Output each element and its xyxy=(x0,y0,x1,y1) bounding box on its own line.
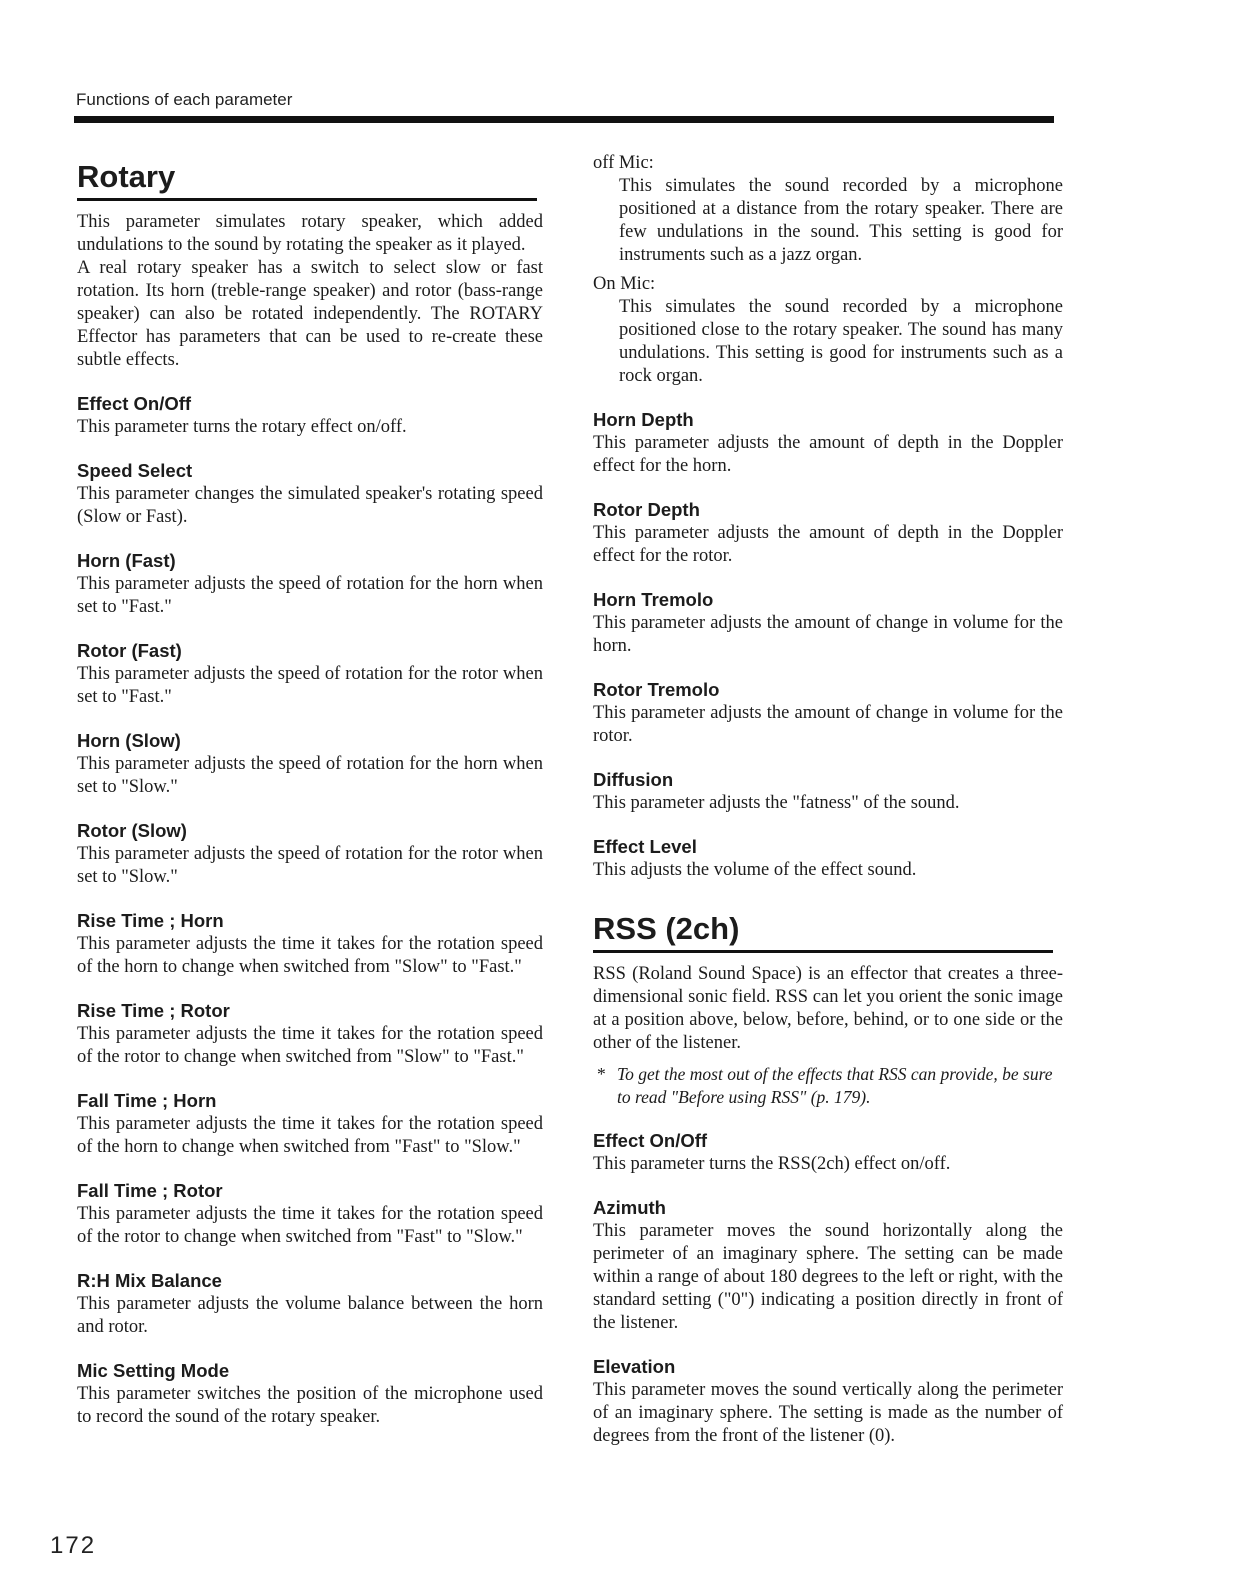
mic-option-off xyxy=(593,152,1063,267)
param-rise-time-rotor xyxy=(77,999,543,1069)
param-rh-mix-balance xyxy=(77,1269,543,1339)
param-elevation xyxy=(593,1355,1063,1448)
param-name: Rotor (Slow) xyxy=(77,820,187,841)
param-diffusion xyxy=(593,768,1063,815)
param-horn-tremolo xyxy=(593,588,1063,658)
param-azimuth xyxy=(593,1196,1063,1335)
param-rotor-fast xyxy=(77,639,543,709)
param-rotor-depth xyxy=(593,498,1063,568)
rss-note xyxy=(593,1063,1063,1109)
param-desc: This parameter adjusts the amount of depth in the Doppler effect for the horn. xyxy=(593,433,1063,476)
param-name: Rotor Tremolo xyxy=(593,679,720,700)
rss-intro: RSS (Roland Sound Space) is an effector that creates a three-dimensional sonic field. RSS can let you orient the sonic image at a position above, below, before, behind, or to one side or the other of the listener. xyxy=(593,964,1063,1053)
running-head: Functions of each parameter xyxy=(76,90,293,109)
param-name: Rotor Depth xyxy=(593,499,700,520)
param-desc: This parameter switches the position of the microphone used to record the sound of the rotary speaker. xyxy=(77,1384,543,1427)
mic-option-on xyxy=(593,273,1063,388)
param-name: Effect On/Off xyxy=(77,393,192,414)
param-name: Horn (Slow) xyxy=(77,730,181,751)
param-desc: This parameter adjusts the volume balance between the horn and rotor. xyxy=(77,1294,543,1337)
param-desc: This parameter turns the rotary effect on/off. xyxy=(77,417,407,437)
param-horn-slow xyxy=(77,729,543,799)
option-desc: This simulates the sound recorded by a microphone positioned close to the rotary speaker. The sound has many undulations. This setting is good for instruments such as a rock organ. xyxy=(619,297,1063,386)
param-desc: This parameter moves the sound vertically along the perimeter of an imaginary sphere. The setting is made as the number of degrees from the front of the listener (0). xyxy=(593,1380,1063,1446)
param-name: Rise Time ; Horn xyxy=(77,910,224,931)
param-desc: This parameter adjusts the speed of rotation for the horn when set to "Fast." xyxy=(77,574,543,617)
param-name: Horn Tremolo xyxy=(593,589,714,610)
param-effect-level xyxy=(593,835,1063,882)
param-mic-setting-mode xyxy=(77,1359,543,1429)
param-name: R:H Mix Balance xyxy=(77,1270,222,1291)
param-desc: This parameter adjusts the "fatness" of the sound. xyxy=(593,793,960,813)
param-desc: This parameter moves the sound horizontally along the perimeter of an imaginary sphere. The setting can be made within a range of about 180 degrees to the left or right, with the standard setting ("0") indicating a position directly in front of the listener. xyxy=(593,1221,1063,1333)
param-name: Rise Time ; Rotor xyxy=(77,1000,230,1021)
param-desc: This adjusts the volume of the effect sound. xyxy=(593,860,917,880)
option-name: On Mic: xyxy=(593,274,656,294)
param-rise-time-horn xyxy=(77,909,543,979)
note-text: To get the most out of the effects that RSS can provide, be sure to read "Before using RSS" (p. 179). xyxy=(617,1064,1053,1107)
param-desc: This parameter adjusts the time it takes for the rotation speed of the horn to change when switched from "Slow" to "Fast." xyxy=(77,934,543,977)
param-fall-time-horn xyxy=(77,1089,543,1159)
param-name: Elevation xyxy=(593,1356,676,1377)
param-effect-on-off xyxy=(77,392,543,439)
param-rss-effect-on-off xyxy=(593,1129,1063,1176)
param-desc: This parameter adjusts the time it takes for the rotation speed of the rotor to change when switched from "Slow" to "Fast." xyxy=(77,1024,543,1067)
section-title-rss: RSS (2ch) xyxy=(593,910,1053,953)
param-name: Diffusion xyxy=(593,769,674,790)
param-name: Fall Time ; Rotor xyxy=(77,1180,223,1201)
param-desc: This parameter adjusts the time it takes for the rotation speed of the horn to change when switched from "Fast" to "Slow." xyxy=(77,1114,543,1157)
param-rotor-slow xyxy=(77,819,543,889)
left-column xyxy=(77,148,543,1429)
note-bullet: * xyxy=(597,1064,606,1084)
param-desc: This parameter adjusts the speed of rotation for the rotor when set to "Slow." xyxy=(77,844,543,887)
param-name: Horn (Fast) xyxy=(77,550,176,571)
param-desc: This parameter adjusts the speed of rotation for the horn when set to "Slow." xyxy=(77,754,543,797)
param-name: Rotor (Fast) xyxy=(77,640,182,661)
option-name: off Mic: xyxy=(593,153,654,173)
param-speed-select xyxy=(77,459,543,529)
rotary-intro-1: This parameter simulates rotary speaker, which added undulations to the sound by rotating the speaker as it played. xyxy=(77,212,543,255)
param-name: Mic Setting Mode xyxy=(77,1360,230,1381)
page-number: 172 xyxy=(50,1532,97,1559)
param-name: Speed Select xyxy=(77,460,193,481)
param-desc: This parameter adjusts the amount of change in volume for the horn. xyxy=(593,613,1063,656)
param-fall-time-rotor xyxy=(77,1179,543,1249)
param-name: Effect Level xyxy=(593,836,697,857)
param-name: Azimuth xyxy=(593,1197,666,1218)
param-desc: This parameter changes the simulated speaker's rotating speed (Slow or Fast). xyxy=(77,484,543,527)
param-horn-fast xyxy=(77,549,543,619)
right-column xyxy=(593,148,1063,1448)
header-rule xyxy=(74,116,1054,123)
param-name: Fall Time ; Horn xyxy=(77,1090,217,1111)
param-rotor-tremolo xyxy=(593,678,1063,748)
param-desc: This parameter adjusts the amount of depth in the Doppler effect for the rotor. xyxy=(593,523,1063,566)
param-name: Horn Depth xyxy=(593,409,694,430)
rotary-intro-2: A real rotary speaker has a switch to select slow or fast rotation. Its horn (treble-range speaker) and rotor (bass-range speaker) can also be rotated independently. The ROTARY Effector has parameters that can be used to re-create these subtle effects. xyxy=(77,258,543,370)
option-desc: This simulates the sound recorded by a microphone positioned at a distance from the rotary speaker. There are few undulations in the sound. This setting is good for instruments such as a jazz organ. xyxy=(619,176,1063,265)
param-desc: This parameter adjusts the amount of change in volume for the rotor. xyxy=(593,703,1063,746)
param-desc: This parameter adjusts the time it takes for the rotation speed of the rotor to change when switched from "Fast" to "Slow." xyxy=(77,1204,543,1247)
param-desc: This parameter turns the RSS(2ch) effect on/off. xyxy=(593,1154,951,1174)
param-desc: This parameter adjusts the speed of rotation for the rotor when set to "Fast." xyxy=(77,664,543,707)
section-title-rotary: Rotary xyxy=(77,158,537,201)
param-horn-depth xyxy=(593,408,1063,478)
param-name: Effect On/Off xyxy=(593,1130,708,1151)
